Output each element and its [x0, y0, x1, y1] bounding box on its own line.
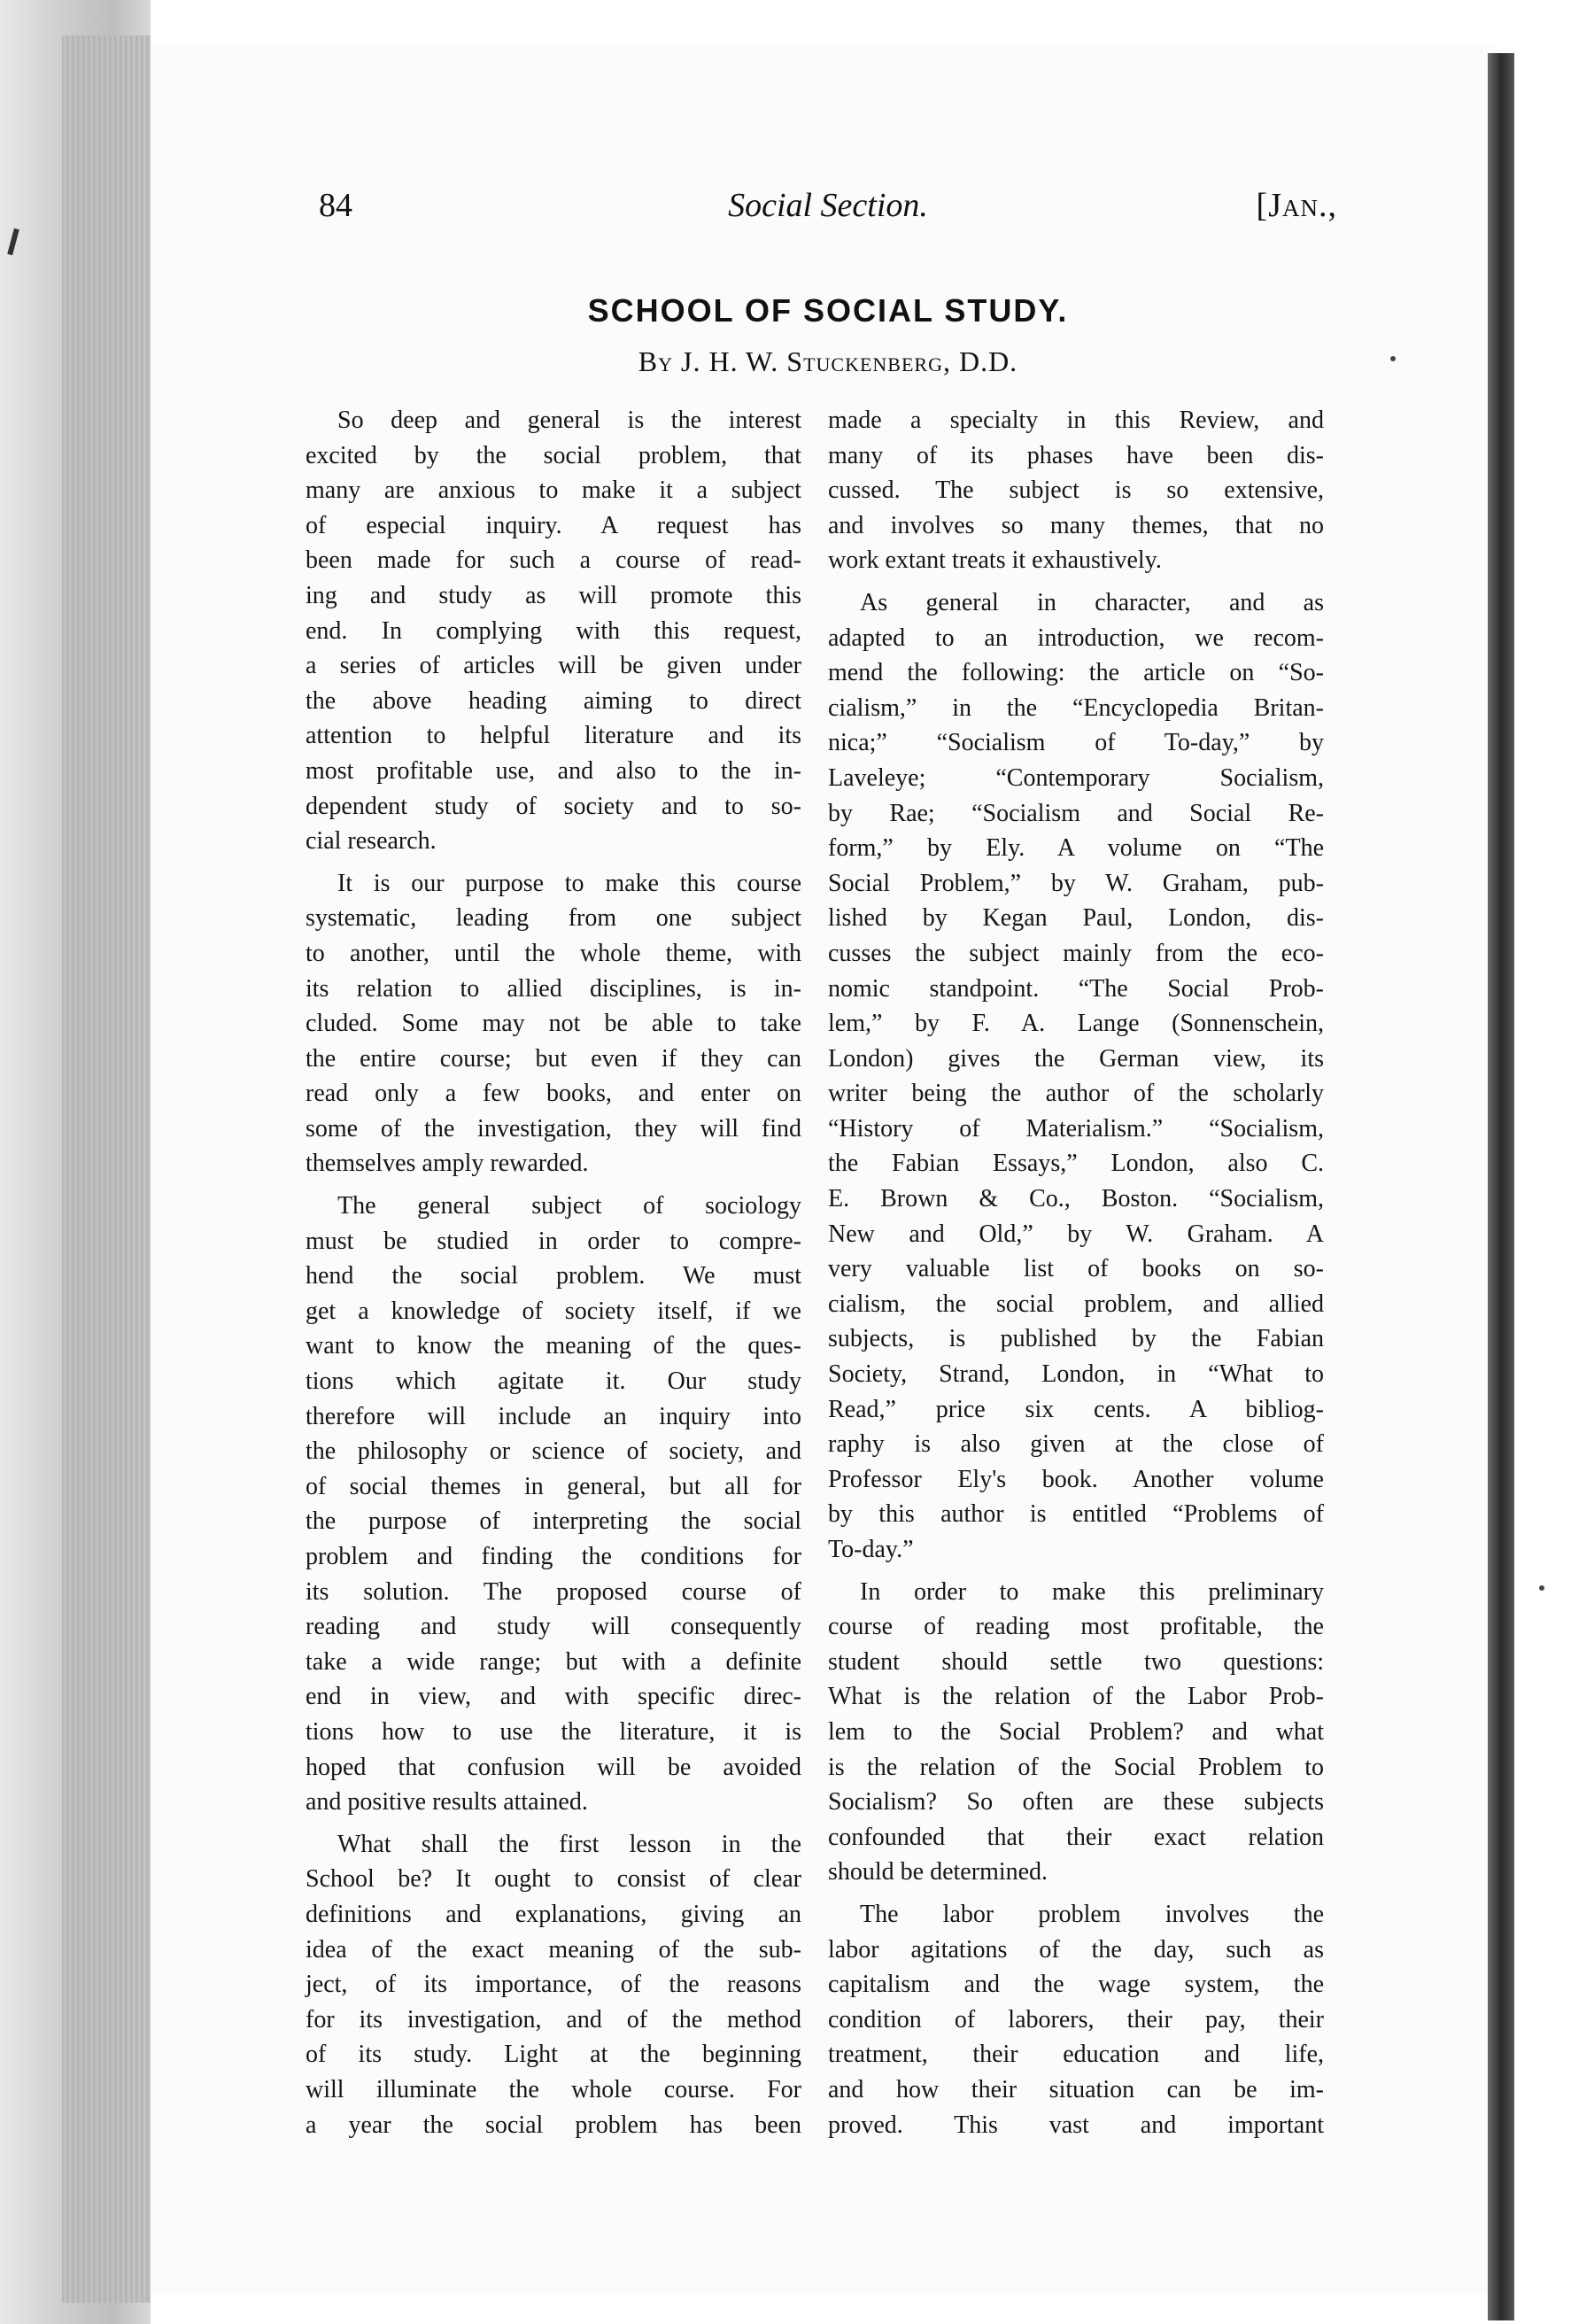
text-line: read only a few books, and enter on — [306, 1080, 801, 1108]
text-line: Social Problem,” by W. Graham, pub- — [828, 869, 1324, 897]
text-line: proved. This vast and important — [828, 2111, 1324, 2139]
text-line: must be studied in order to compre- — [306, 1227, 801, 1255]
text-line: hend the social problem. We must — [306, 1262, 801, 1290]
text-line: for its investigation, and of the method — [306, 2005, 801, 2034]
text-line: very valuable list of books on so- — [828, 1255, 1324, 1283]
page-number: 84 — [319, 187, 352, 224]
paragraph — [306, 1827, 801, 2142]
text-line: nica;” “Socialism of To-day,” by — [828, 729, 1324, 757]
text-line: some of the investigation, they will find — [306, 1114, 801, 1143]
text-line: by Rae; “Socialism and Social Re- — [828, 799, 1324, 827]
text-line: problem and finding the conditions for — [306, 1543, 801, 1570]
text-line: of its study. Light at the beginning — [306, 2041, 801, 2069]
article-title: SCHOOL OF SOCIAL STUDY. — [587, 292, 1069, 329]
text-line: a series of articles will be given under — [306, 652, 801, 680]
text-line: To-day.” — [828, 1536, 914, 1563]
scan-right-margin — [1514, 0, 1594, 2324]
running-head — [319, 186, 1337, 239]
text-line: and involves so many themes, that no — [828, 511, 1324, 539]
text-line: The general subject of sociology — [337, 1192, 801, 1220]
text-line: will illuminate the whole course. For — [306, 2075, 801, 2103]
speck — [1390, 356, 1396, 361]
text-line: capitalism and the wage system, the — [828, 1971, 1324, 1999]
text-line: mend the following: the article on “So- — [828, 659, 1324, 687]
text-line: cusses the subject mainly from the eco- — [828, 939, 1324, 967]
text-line: tions how to use the literature, it is — [306, 1717, 801, 1746]
text-line: ing and study as will promote this — [306, 581, 801, 609]
text-line: Socialism? So often are these subjects — [828, 1788, 1324, 1817]
text-line: to another, until the whole theme, with — [306, 939, 801, 967]
text-line: cial research. — [306, 827, 437, 856]
text-line: get a knowledge of society itself, if we — [306, 1297, 801, 1325]
text-line: London) gives the German view, its — [828, 1044, 1324, 1073]
right-column — [828, 403, 1324, 2142]
text-line: of especial inquiry. A request has — [306, 511, 801, 539]
text-line: In order to make this preliminary — [860, 1577, 1324, 1606]
text-line: its relation to allied disciplines, is in- — [306, 974, 801, 1003]
text-line: end in view, and with specific direc- — [306, 1683, 801, 1711]
text-line: the philosophy or science of society, and — [306, 1437, 801, 1466]
text-line: hoped that confusion will be avoided — [306, 1753, 801, 1781]
text-line: idea of the exact meaning of the sub- — [306, 1935, 801, 1964]
text-line: subjects, is published by the Fabian — [828, 1325, 1324, 1353]
text-line: the above heading aiming to direct — [306, 686, 801, 715]
text-line: been made for such a course of read- — [306, 546, 801, 575]
text-line: dependent study of society and to so- — [306, 792, 801, 820]
text-line: cialism, the social problem, and allied — [828, 1290, 1324, 1318]
text-line: take a wide range; but with a definite — [306, 1647, 801, 1676]
left-column — [306, 403, 801, 2142]
text-line: student should settle two questions: — [828, 1647, 1324, 1676]
text-line: cialism,” in the “Encyclopedia Britan- — [828, 693, 1324, 722]
text-line: its solution. The proposed course of — [306, 1577, 801, 1606]
text-line: by this author is entitled “Problems of — [828, 1500, 1324, 1529]
text-line: writer being the author of the scholarly — [828, 1080, 1324, 1108]
text-line: and how their situation can be im- — [828, 2075, 1324, 2103]
text-line: condition of laborers, their pay, their — [828, 2005, 1324, 2034]
paragraph — [306, 866, 801, 1181]
text-line: School be? It ought to consist of clear — [306, 1865, 801, 1894]
text-line: As general in character, and as — [860, 588, 1324, 616]
text-line: lem,” by F. A. Lange (Sonnenschein, — [828, 1010, 1324, 1038]
text-line: Professor Ely's book. Another volume — [828, 1465, 1324, 1493]
text-line: ject, of its importance, of the reasons — [306, 1971, 801, 1999]
text-line: of social themes in general, but all for — [306, 1472, 801, 1500]
text-line: New and Old,” by W. Graham. A — [828, 1220, 1324, 1248]
text-line: course of reading most profitable, the — [828, 1613, 1324, 1641]
paragraph — [828, 585, 1324, 1568]
issue-date: [Jan., — [1256, 187, 1337, 224]
text-line: themselves amply rewarded. — [306, 1150, 589, 1178]
text-line: cluded. Some may not be able to take — [306, 1010, 801, 1038]
text-line: attention to helpful literature and its — [306, 722, 801, 750]
text-line: want to know the meaning of the ques- — [306, 1332, 801, 1360]
text-line: most profitable use, and also to the in- — [306, 756, 801, 785]
text-line: systematic, leading from one subject — [306, 904, 801, 933]
text-line: “History of Materialism.” “Socialism, — [828, 1114, 1324, 1143]
text-line: the purpose of interpreting the social — [306, 1507, 801, 1536]
text-line: confounded that their exact relation — [828, 1823, 1324, 1851]
text-line: many are anxious to make it a subject — [306, 476, 801, 505]
text-line: E. Brown & Co., Boston. “Socialism, — [828, 1185, 1324, 1213]
text-line: lished by Kegan Paul, London, dis- — [828, 904, 1324, 933]
text-line: What is the relation of the Labor Prob- — [828, 1683, 1324, 1711]
text-line: The labor problem involves the — [860, 1900, 1324, 1928]
text-line: form,” by Ely. A volume on “The — [828, 834, 1324, 863]
text-line: treatment, their education and life, — [828, 2041, 1324, 2069]
text-line: It is our purpose to make this course — [337, 869, 801, 897]
section-title: Social Section. — [728, 187, 928, 224]
text-line: should be determined. — [828, 1858, 1048, 1886]
text-line: adapted to an introduction, we recom- — [828, 624, 1324, 652]
text-line: tions which agitate it. Our study — [306, 1367, 801, 1396]
speck — [1539, 1585, 1544, 1591]
text-line: raphy is also given at the close of — [828, 1430, 1324, 1459]
text-line: work extant treats it exhaustively. — [828, 546, 1162, 575]
paragraph — [306, 403, 801, 859]
byline: By J. H. W. Stuckenberg, D.D. — [638, 345, 1018, 377]
page-edges — [62, 35, 151, 2303]
text-line: the Fabian Essays,” London, also C. — [828, 1150, 1324, 1178]
text-line: made a specialty in this Review, and — [828, 407, 1324, 434]
text-line: the entire course; but even if they can — [306, 1044, 801, 1073]
paragraph — [828, 1575, 1324, 1890]
text-line: and positive results attained. — [306, 1788, 588, 1817]
text-line: many of its phases have been dis- — [828, 441, 1324, 469]
text-line: excited by the social problem, that — [306, 441, 801, 469]
text-line: a year the social problem has been — [306, 2111, 801, 2139]
text-line: definitions and explanations, giving an — [306, 1900, 801, 1928]
text-line: Society, Strand, London, in “What to — [828, 1360, 1324, 1389]
paragraph — [828, 1897, 1324, 2142]
text-line: labor agitations of the day, such as — [828, 1935, 1324, 1964]
text-line: Laveleye; “Contemporary Socialism, — [828, 763, 1324, 792]
binding-shadow — [1488, 53, 1514, 2320]
text-line: lem to the Social Problem? and what — [828, 1717, 1324, 1746]
text-line: reading and study will consequently — [306, 1613, 801, 1641]
text-line: nomic standpoint. “The Social Prob- — [828, 974, 1324, 1003]
text-line: end. In complying with this request, — [306, 616, 801, 645]
text-line: therefore will include an inquiry into — [306, 1402, 801, 1430]
text-line: So deep and general is the interest — [337, 407, 801, 434]
text-line: is the relation of the Social Problem to — [828, 1753, 1324, 1781]
text-line: What shall the first lesson in the — [337, 1830, 801, 1858]
text-line: Read,” price six cents. A bibliog- — [828, 1395, 1324, 1423]
paragraph — [828, 403, 1324, 578]
paragraph — [306, 1189, 801, 1820]
text-line: cussed. The subject is so extensive, — [828, 476, 1324, 505]
